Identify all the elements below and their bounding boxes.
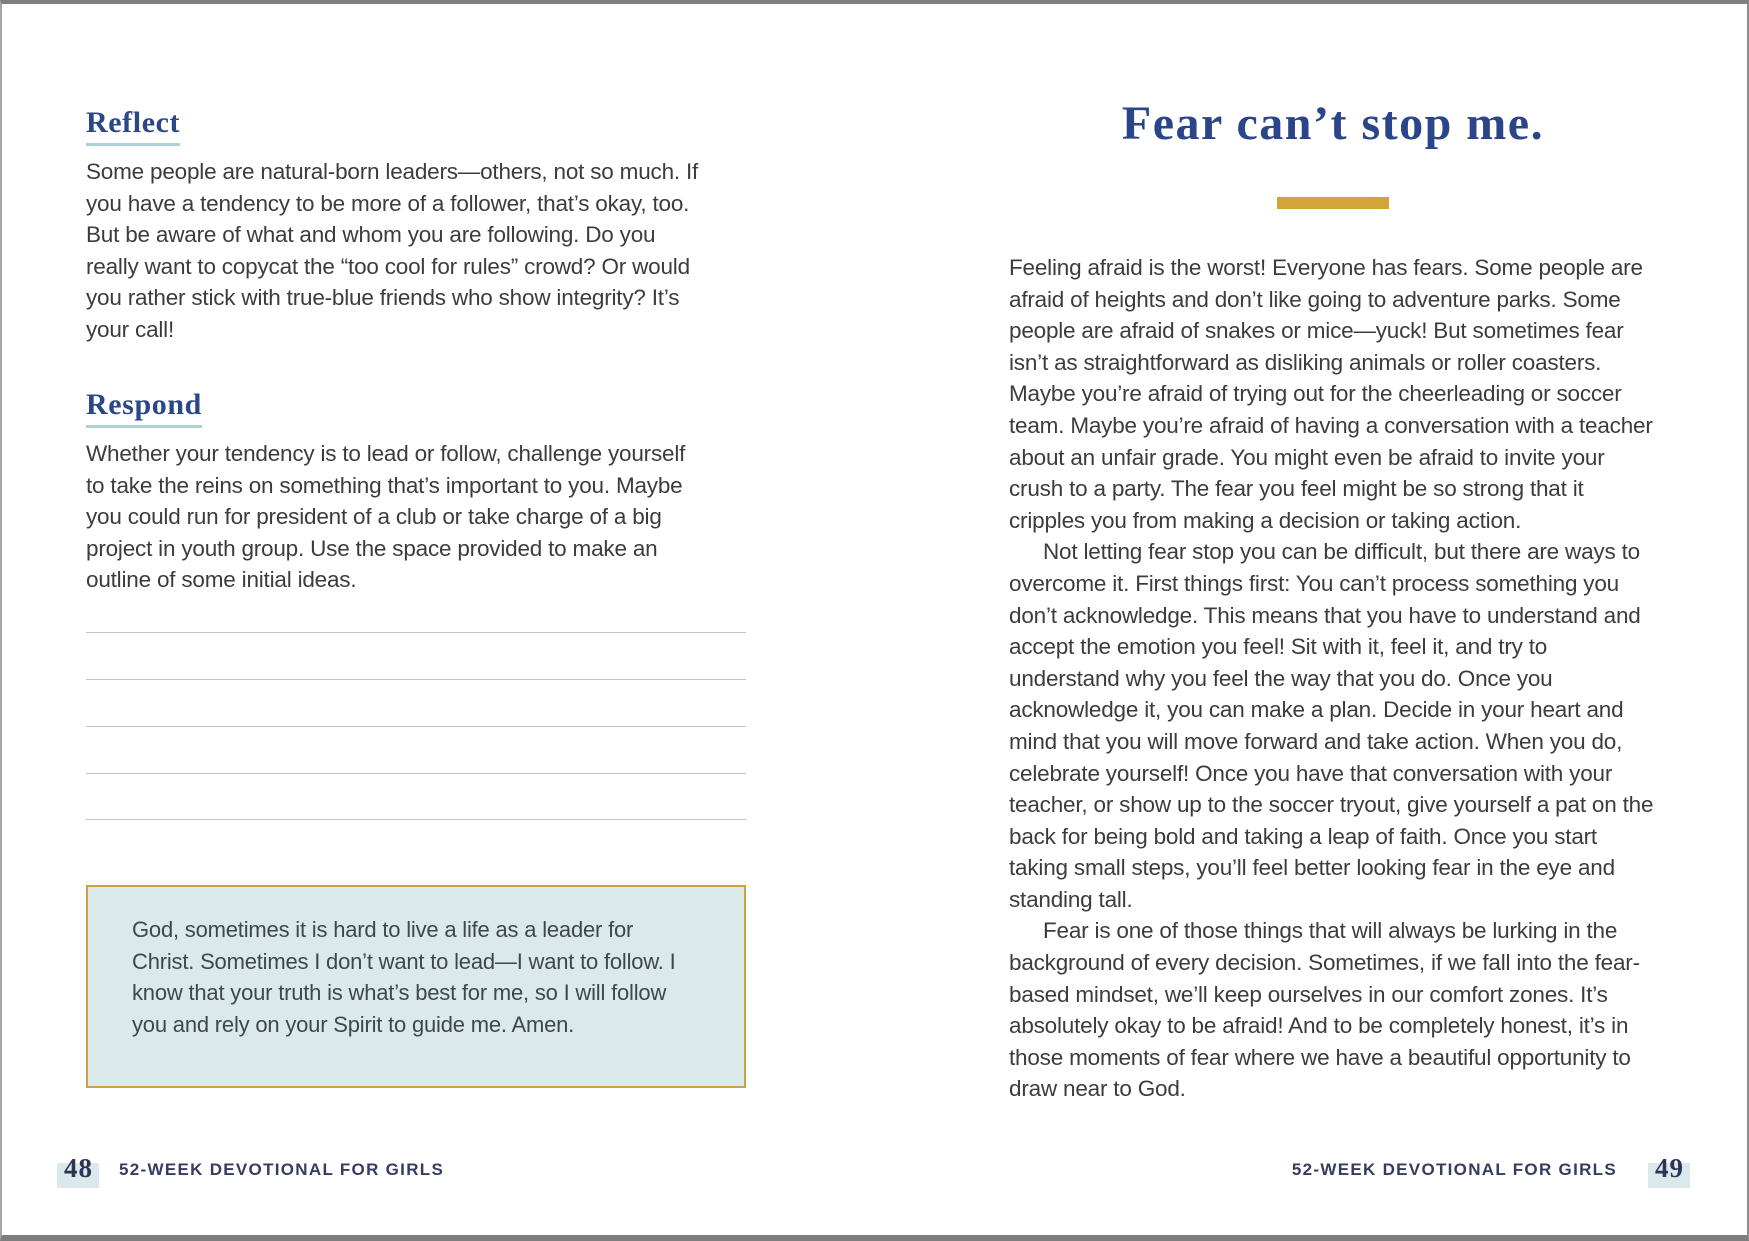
- chapter-paragraph-2: Not letting fear stop you can be difficult, but there are ways to overcome it. First things first: You can’t process something you don’t acknowledge. This means that you have to understand and accept the emotion you feel! Sit with it, feel it, and try to understand why you feel the way that you do. Once you acknowledge it, you can make a plan. Decide in your heart and mind that you will move forward and take action. When you do, celebrate yourself! Once you have that conversation with your teacher, or show up to the soccer tryout, give yourself a pat on the back for being bold and taking a leap of faith. Once you start taking small steps, you’ll feel better looking fear in the eye and standing tall.: [1009, 539, 1654, 912]
- page-right: [1009, 4, 1657, 1235]
- respond-heading-label: Respond: [86, 388, 202, 428]
- page-number-left: 48: [64, 1153, 93, 1183]
- chapter-paragraph-3: Fear is one of those things that will always be lurking in the background of every decision. Sometimes, if we fall into the fear-based mindset, we’ll keep ourselves in our comfort zones. It’s absolutely okay to be afraid! And to be completely honest, it’s in those moments of fear where we have a beautiful opportunity to draw near to God.: [1009, 918, 1640, 1102]
- writing-line: [86, 727, 746, 774]
- page-left: [86, 4, 746, 1235]
- reflect-body-text: Some people are natural-born leaders—others, not so much. If you have a tendency to be more of a follower, that’s okay, too. But be aware of what and whom you are following. Do you really want to copycat the “too cool for rules” crowd? Or would you rather stick with true-blue friends who show integrity? It’s your call!: [86, 159, 699, 342]
- footer-right: [1292, 1153, 1684, 1184]
- writing-line: [86, 774, 746, 821]
- writing-line: [86, 680, 746, 727]
- chapter-paragraph-1: Feeling afraid is the worst! Everyone has fears. Some people are afraid of heights and don’t like going to adventure parks. Some people are afraid of snakes or mice—yuck! But sometimes fear isn’t as straightforward as disliking animals or roller coasters. Maybe you’re afraid of trying out for the cheerleading or soccer team. Maybe you’re afraid of having a conversation with a teacher about an unfair grade. You might even be afraid to invite your crush to a party. The fear you feel might be so strong that it cripples you from making a decision or taking action.: [1009, 255, 1653, 533]
- writing-line: [86, 633, 746, 680]
- chapter-body: [1009, 252, 1657, 1105]
- reflect-heading: [86, 106, 180, 146]
- book-title-right: 52-WEEK DEVOTIONAL FOR GIRLS: [1291, 1160, 1617, 1179]
- book-title-left: 52-WEEK DEVOTIONAL FOR GIRLS: [119, 1160, 445, 1179]
- prayer-box: [86, 885, 746, 1088]
- footer-left: [64, 1153, 444, 1184]
- page-number-right: 49: [1655, 1153, 1684, 1183]
- writing-line: [86, 586, 746, 633]
- chapter-title: Fear can’t stop me.: [1121, 97, 1545, 150]
- title-accent-bar: [1277, 197, 1389, 209]
- prayer-text: God, sometimes it is hard to live a life as a leader for Christ. Sometimes I don’t want to lead—I want to follow. I know that your truth is what’s best for me, so I will follow you and rely on your Spirit to guide me. Amen.: [132, 917, 676, 1037]
- writing-lines: [86, 586, 746, 820]
- respond-body-text: Whether your tendency is to lead or follow, challenge yourself to take the reins on something that’s important to you. Maybe you could run for president of a club or take charge of a big project in youth group. Use the space provided to make an outline of some initial ideas.: [86, 441, 686, 593]
- respond-heading: [86, 388, 202, 428]
- reflect-heading-label: Reflect: [86, 106, 180, 146]
